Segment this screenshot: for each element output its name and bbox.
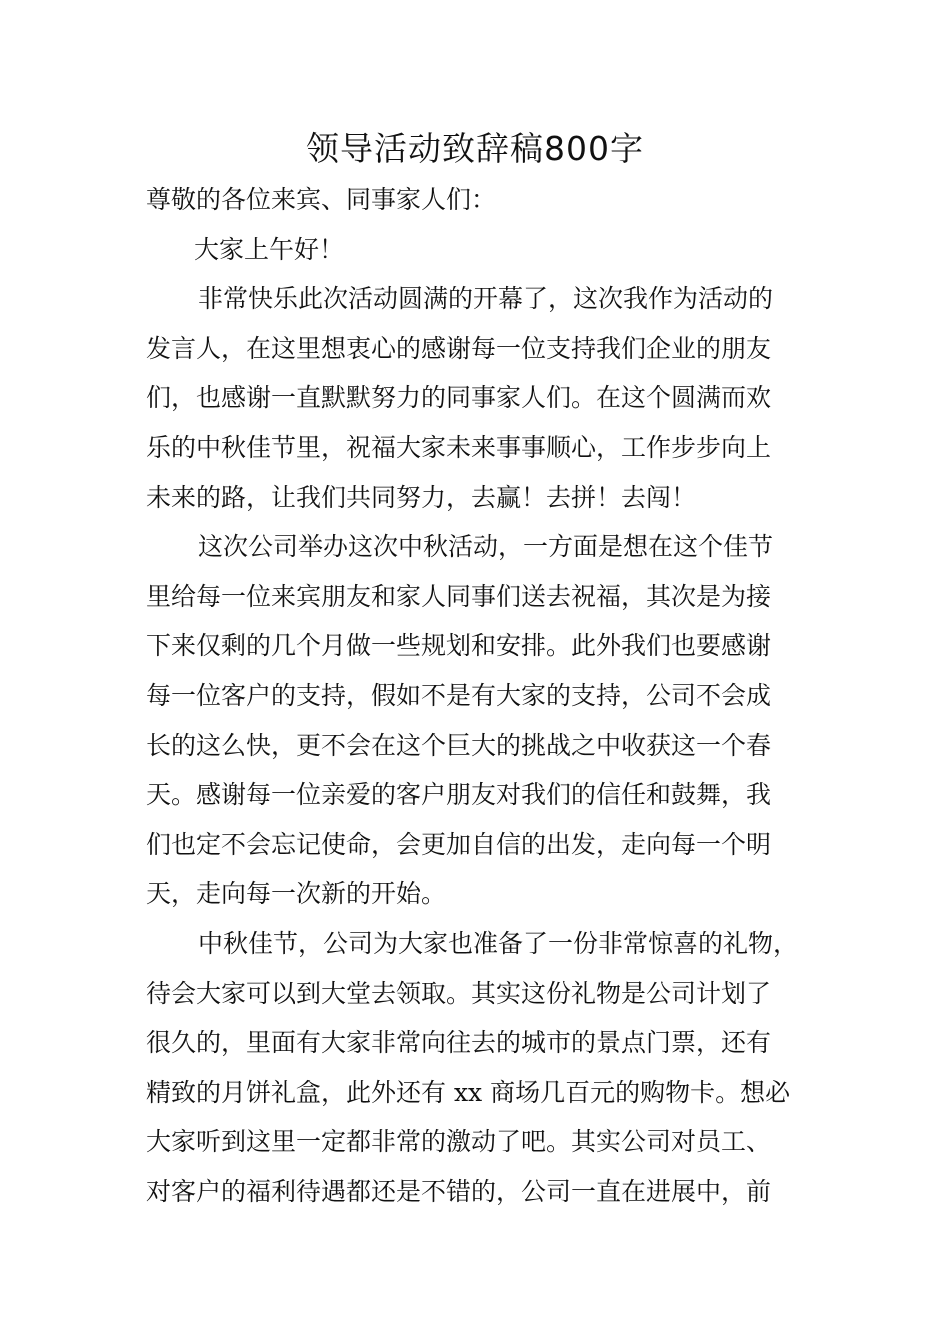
paragraph-line: 乐的中秋佳节里，祝福大家未来事事顺心，工作步步向上 (146, 432, 772, 462)
paragraph-line: 对客户的福利待遇都还是不错的，公司一直在进展中，前 (146, 1176, 772, 1206)
salutation-line: 尊敬的各位来宾、同事家人们： (146, 185, 497, 214)
paragraph-line: 中秋佳节，公司为大家也准备了一份非常惊喜的礼物， (198, 928, 799, 958)
paragraph-line: 天，走向每一次新的开始。 (146, 879, 447, 909)
paragraph-line: 长的这么快，更不会在这个巨大的挑战之中收获这一个春 (146, 730, 772, 760)
paragraph-line: 这次公司举办这次中秋活动，一方面是想在这个佳节 (198, 532, 774, 562)
paragraph-line: 非常快乐此次活动圆满的开幕了，这次我作为活动的 (198, 284, 774, 314)
paragraph-line: 很久的，里面有大家非常向往去的城市的景点门票，还有 (146, 1028, 772, 1058)
paragraph-line: 待会大家可以到大堂去领取。其实这份礼物是公司计划了 (146, 978, 772, 1008)
paragraph-line: 里给每一位来宾朋友和家人同事们送去祝福，其次是为接 (146, 581, 772, 611)
document-body (146, 175, 826, 1216)
paragraph-line: 们，也感谢一直默默努力的同事家人们。在这个圆满而欢 (146, 383, 772, 413)
greeting-line: 大家上午好！ (194, 234, 345, 264)
paragraph-line: 下来仅剩的几个月做一些规划和安排。此外我们也要感谢 (146, 631, 772, 661)
paragraph-line: 每一位客户的支持，假如不是有大家的支持，公司不会成 (146, 680, 772, 710)
paragraph-line: 们也定不会忘记使命，会更加自信的出发，走向每一个明 (146, 829, 772, 859)
paragraph-line: 精致的月饼礼盒，此外还有 xx 商场几百元的购物卡。想必 (146, 1077, 791, 1107)
paragraph-line: 发言人，在这里想衷心的感谢每一位支持我们企业的朋友 (146, 333, 772, 363)
document-title: 领导活动致辞稿800字 (306, 129, 644, 168)
paragraph-line: 天。感谢每一位亲爱的客户朋友对我们的信任和鼓舞，我 (146, 780, 772, 810)
paragraph-line: 大家听到这里一定都非常的激动了吧。其实公司对员工、 (146, 1127, 772, 1157)
paragraph-line: 未来的路，让我们共同努力，去赢！去拼！去闯！ (146, 482, 697, 512)
